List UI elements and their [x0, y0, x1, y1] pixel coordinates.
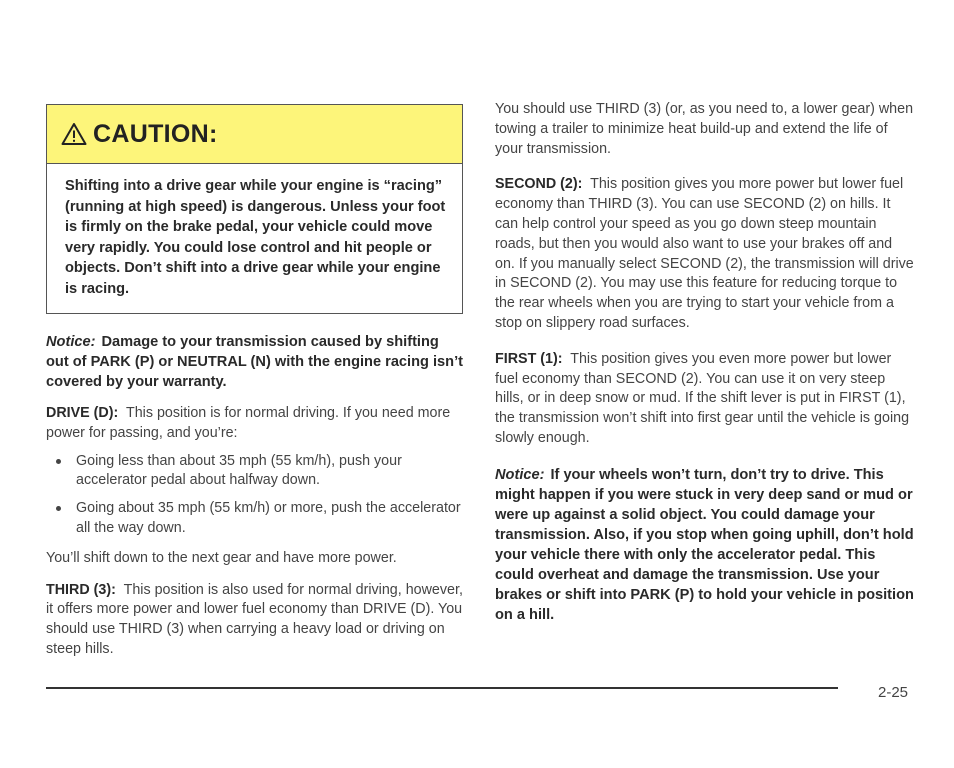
- notice-label: Notice:: [46, 334, 96, 350]
- list-item: [46, 452, 464, 492]
- third-continued-paragraph: You should use THIRD (3) (or, as you need to, a lower gear) when towing a trailer to minimize heat build-up and extend the life of your transmission.: [495, 101, 914, 157]
- caution-box: [46, 104, 463, 314]
- third-text: This position is also used for normal driving, however, it offers more power and lower fuel economy than DRIVE (D). You should use THIRD (3) when carrying a heavy load or driving on steep hills.: [46, 581, 463, 657]
- second-paragraph: [495, 175, 915, 333]
- second-text: This position gives you more power but lower fuel economy than THIRD (3). You can use SECOND (2) on hills. It can help control your speed as you go down steep mountain roads, but then you would also want to use your brakes off and on. If you manually select SECOND (2), the transmission will drive in SECOND (2). You may use this feature for reducing torque to the rear wheels when you are trying to start your vehicle from a stop on slippery road surfaces.: [495, 176, 914, 331]
- caution-title: CAUTION:: [93, 119, 218, 148]
- notice-text: Damage to your transmission caused by shifting out of PARK (P) or NEUTRAL (N) with the engine racing isn’t covered by your warranty.: [46, 334, 463, 390]
- notice-label: Notice:: [495, 466, 545, 483]
- drive-bullet-list: [46, 452, 464, 539]
- first-paragraph: [495, 350, 915, 449]
- right-column: [495, 100, 915, 637]
- bullet-icon: [56, 459, 61, 464]
- list-item: [46, 499, 464, 539]
- caution-text: Shifting into a drive gear while your engine is “racing” (running at high speed) is dangerous. Unless your foot is firmly on the brake pedal, your vehicle could move very rapidly. You could lose control and hit people or objects. Don’t shift into a drive gear while your engine is racing.: [65, 178, 446, 297]
- left-column: [46, 100, 464, 672]
- page-number: 2-25: [878, 684, 909, 701]
- drive-after-text: You’ll shift down to the next gear and have more power.: [46, 549, 397, 566]
- first-heading: FIRST (1):: [495, 350, 563, 367]
- third-heading: THIRD (3):: [46, 581, 116, 598]
- drive-text: This position is for normal driving. If you need more power for passing, and you’re:: [46, 405, 451, 441]
- notice-text: If your wheels won’t turn, don’t try to drive. This might happen if you were stuck in very deep sand or mud or were up against a solid object. You could damage your transmission. Also, if you stop when going uphill, don’t hold your vehicle there with only the accelerator pedal. This could overheat and damage the transmission. Use your brakes or shift into PARK (P) to hold your vehicle in position on a hill.: [495, 466, 914, 623]
- bullet-text: Going about 35 mph (55 km/h) or more, push the accelerator all the way down.: [76, 500, 461, 536]
- bullet-text: Going less than about 35 mph (55 km/h), push your accelerator pedal about halfway down.: [76, 452, 402, 489]
- bullet-icon: [56, 506, 61, 511]
- third-paragraph: [46, 581, 464, 660]
- notice-transmission-damage: [46, 332, 464, 392]
- notice-wheels-stuck: [495, 465, 915, 625]
- second-heading: SECOND (2):: [495, 176, 583, 193]
- footer-divider: [46, 687, 838, 689]
- caution-header: [47, 105, 462, 164]
- warning-triangle-icon: [61, 122, 87, 146]
- drive-heading: DRIVE (D):: [46, 405, 119, 421]
- first-text: This position gives you even more power but lower fuel economy than SECOND (2). You can use it on very steep hills, or in deep snow or mud. If the shift lever is put in FIRST (1), the transmission won’t shift into first gear until the vehicle is going slowly enough.: [495, 350, 910, 446]
- drive-paragraph: [46, 404, 464, 444]
